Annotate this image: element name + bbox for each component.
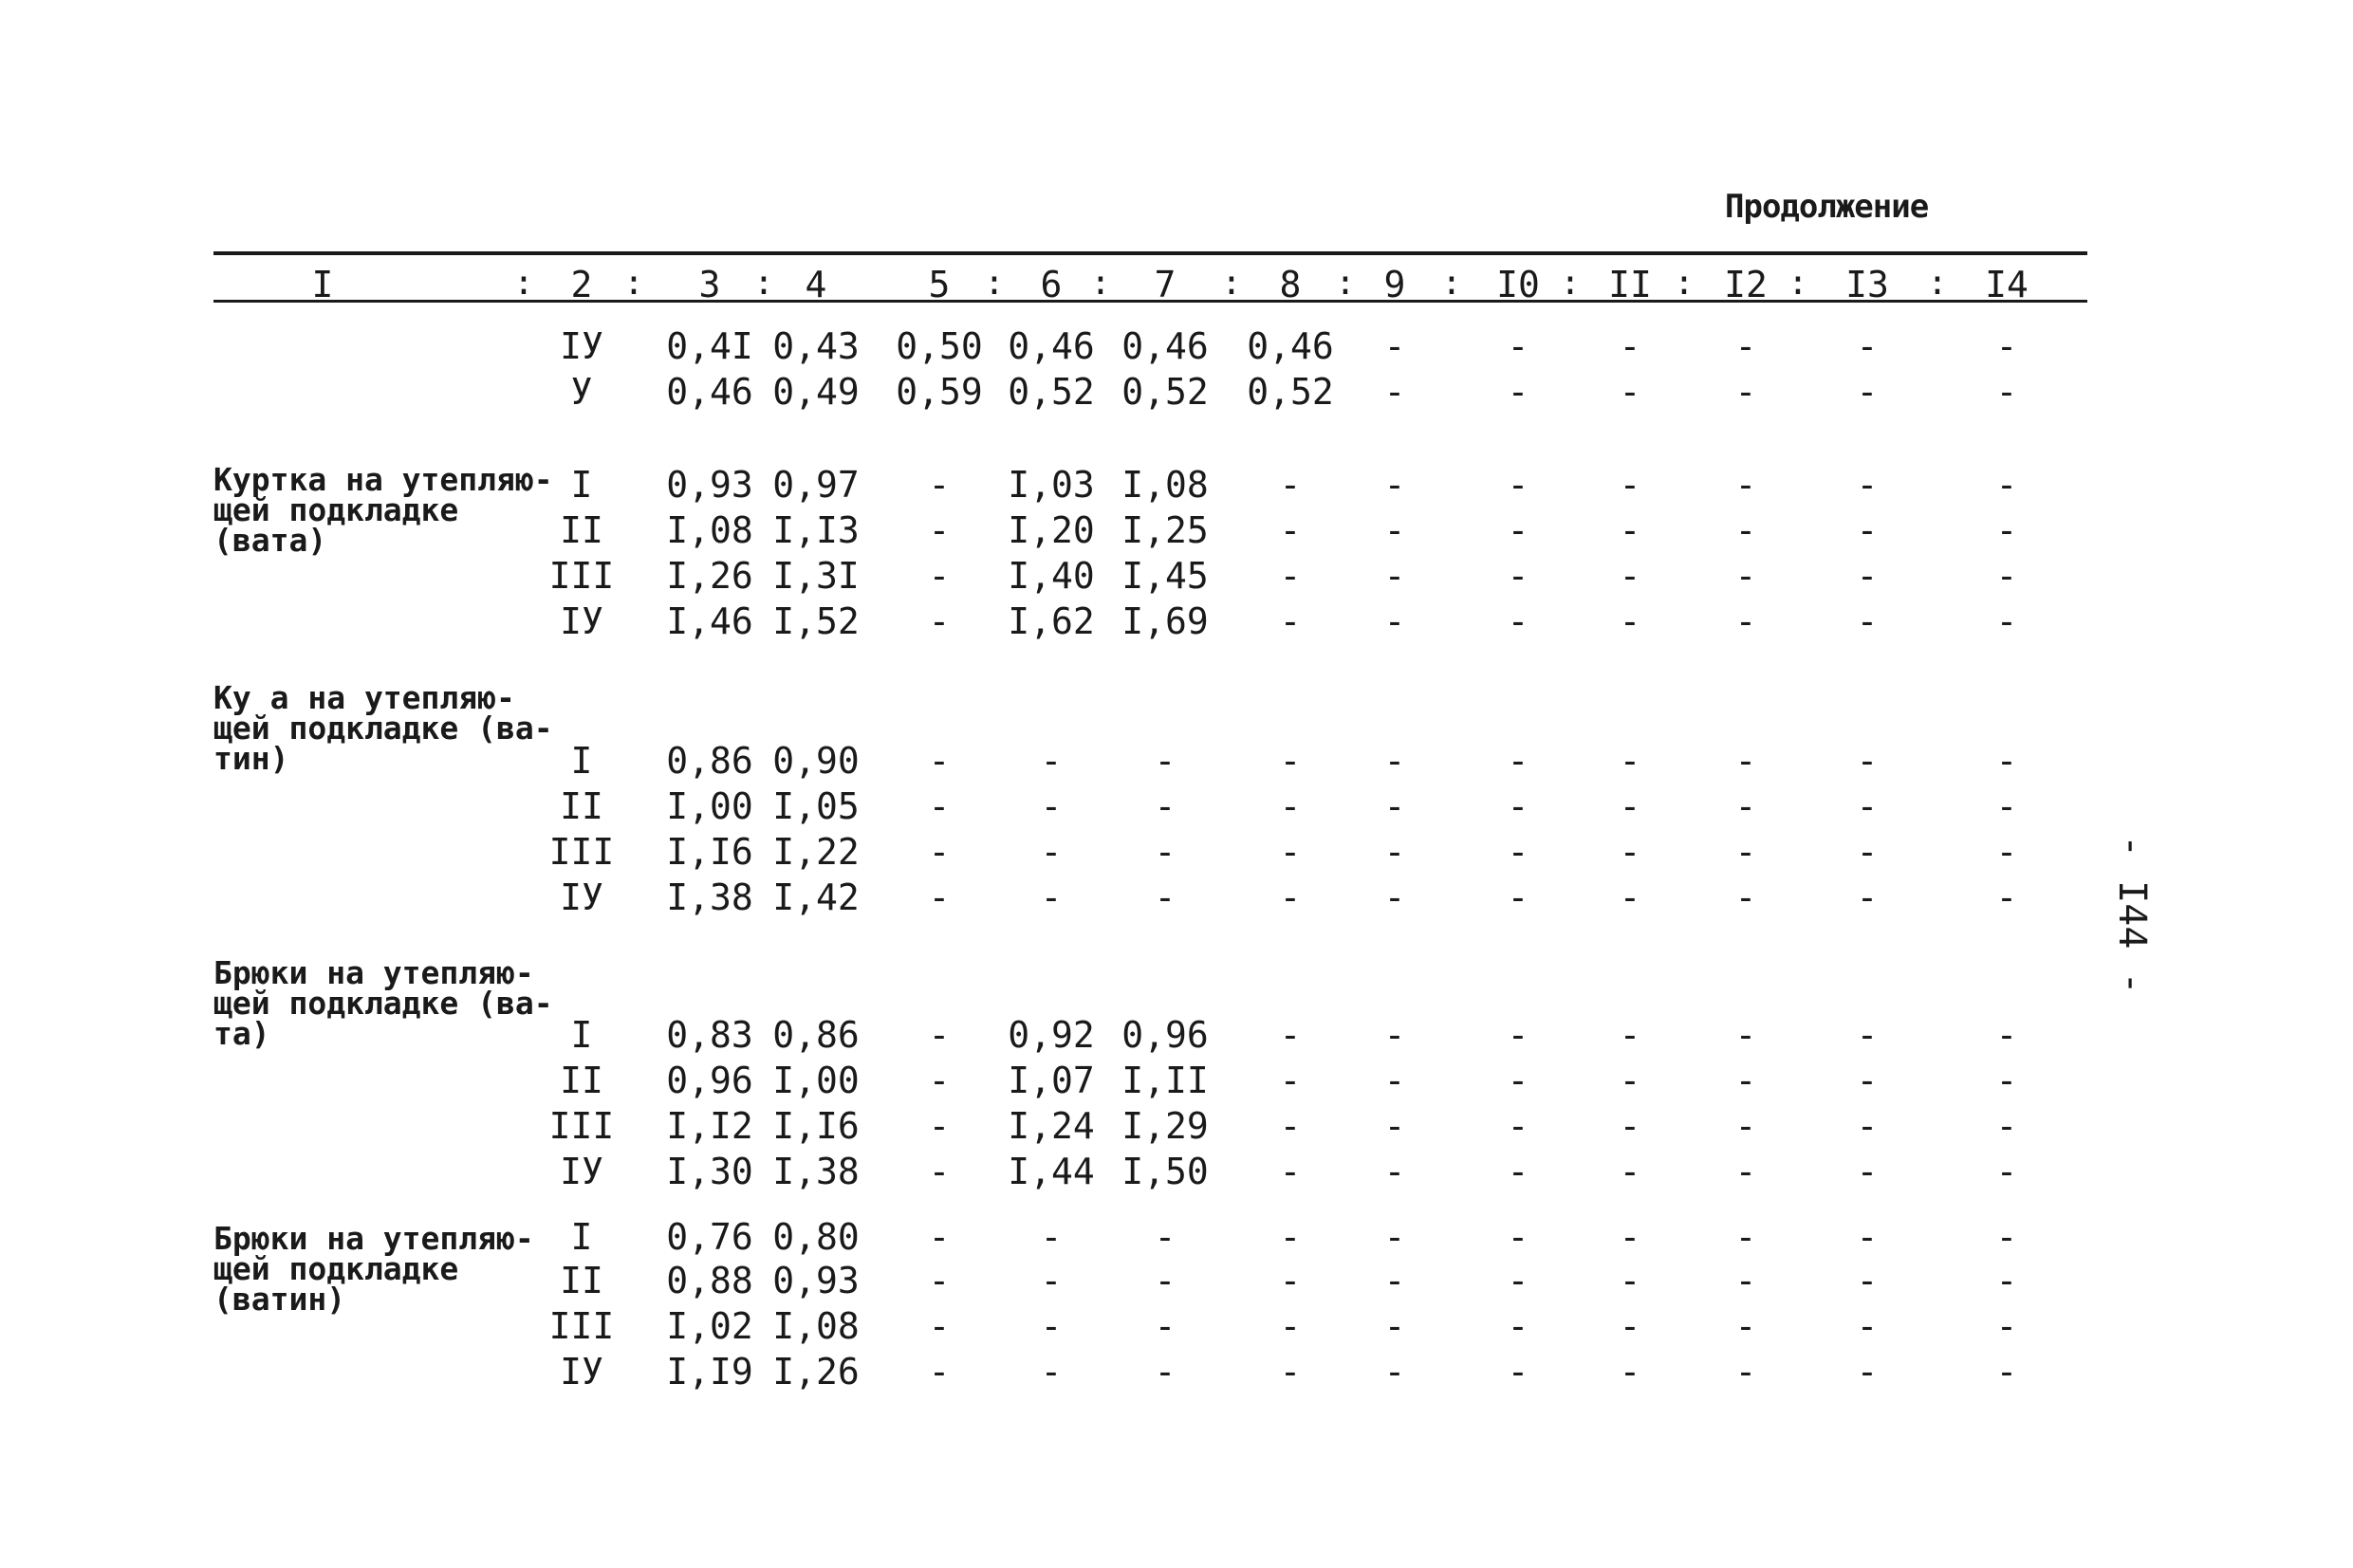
value-cell: -	[1507, 1351, 1529, 1393]
value-cell: I,40	[1008, 555, 1095, 597]
value-cell: -	[1040, 831, 1063, 873]
value-cell: -	[1507, 1060, 1529, 1101]
value-cell: -	[928, 876, 951, 918]
table-header-rule	[213, 300, 2087, 303]
grade-cell: I	[570, 1216, 593, 1258]
column-separator: :	[1441, 264, 1462, 303]
value-cell: 0,46	[1121, 325, 1209, 367]
value-cell: -	[1734, 1151, 1757, 1192]
grade-cell: II	[560, 785, 603, 827]
value-cell: I,II	[1121, 1060, 1209, 1101]
grade-cell: III	[548, 831, 615, 873]
value-cell: -	[1734, 876, 1757, 918]
value-cell: -	[1507, 371, 1529, 413]
value-cell: -	[1856, 1151, 1879, 1192]
grade-cell: IУ	[560, 1151, 603, 1192]
value-cell: -	[1856, 876, 1879, 918]
value-cell: -	[1507, 509, 1529, 551]
value-cell: -	[1995, 740, 2018, 782]
value-cell: 0,52	[1008, 371, 1095, 413]
value-cell: -	[1383, 1260, 1406, 1301]
value-cell: -	[1383, 831, 1406, 873]
value-cell: -	[1507, 1105, 1529, 1147]
grade-cell: IУ	[560, 325, 603, 367]
value-cell: -	[1507, 1151, 1529, 1192]
value-cell: -	[928, 831, 951, 873]
value-cell: I,05	[772, 785, 860, 827]
value-cell: 0,86	[772, 1014, 860, 1056]
grade-cell: IУ	[560, 1351, 603, 1393]
value-cell: -	[928, 509, 951, 551]
value-cell: -	[1507, 1014, 1529, 1056]
value-cell: -	[1040, 1216, 1063, 1258]
value-cell: -	[1734, 325, 1757, 367]
value-cell: I,26	[666, 555, 753, 597]
column-separator: :	[623, 264, 644, 303]
column-header-9: 9	[1383, 264, 1406, 305]
column-separator: :	[513, 264, 534, 303]
value-cell: -	[1619, 1351, 1641, 1393]
value-cell: -	[1619, 464, 1641, 506]
value-cell: 0,49	[772, 371, 860, 413]
value-cell: -	[1734, 1260, 1757, 1301]
value-cell: -	[1154, 1216, 1176, 1258]
value-cell: -	[1995, 1216, 2018, 1258]
value-cell: -	[1856, 1305, 1879, 1347]
value-cell: -	[1856, 1260, 1879, 1301]
value-cell: I,I2	[666, 1105, 753, 1147]
value-cell: -	[1619, 1305, 1641, 1347]
column-header-3: 3	[698, 264, 721, 305]
value-cell: I,02	[666, 1305, 753, 1347]
value-cell: -	[1619, 600, 1641, 642]
value-cell: -	[1619, 1014, 1641, 1056]
value-cell: -	[1856, 1014, 1879, 1056]
value-cell: I,52	[772, 600, 860, 642]
value-cell: -	[1279, 464, 1302, 506]
value-cell: -	[1279, 785, 1302, 827]
value-cell: -	[1383, 371, 1406, 413]
value-cell: -	[928, 1351, 951, 1393]
grade-cell: II	[560, 1060, 603, 1101]
value-cell: -	[1507, 555, 1529, 597]
value-cell: -	[1734, 1105, 1757, 1147]
value-cell: -	[1383, 785, 1406, 827]
value-cell: -	[1619, 740, 1641, 782]
value-cell: -	[1279, 1260, 1302, 1301]
value-cell: -	[1383, 1216, 1406, 1258]
value-cell: -	[1734, 464, 1757, 506]
value-cell: -	[1856, 325, 1879, 367]
value-cell: -	[1856, 785, 1879, 827]
grade-cell: III	[548, 1105, 615, 1147]
column-separator: :	[1335, 264, 1356, 303]
value-cell: -	[1383, 740, 1406, 782]
item-label: Брюки на утепляю- щей подкладке (ва- та)	[213, 954, 553, 1052]
value-cell: -	[1279, 1305, 1302, 1347]
value-cell: -	[1279, 1105, 1302, 1147]
grade-cell: III	[548, 1305, 615, 1347]
value-cell: -	[1619, 1216, 1641, 1258]
table-top-rule	[213, 251, 2087, 255]
value-cell: 0,76	[666, 1216, 753, 1258]
value-cell: I,22	[772, 831, 860, 873]
grade-cell: III	[548, 555, 615, 597]
grade-cell: I	[570, 1014, 593, 1056]
value-cell: -	[1383, 464, 1406, 506]
value-cell: -	[1507, 600, 1529, 642]
value-cell: -	[1856, 464, 1879, 506]
column-header-2: 2	[570, 264, 593, 305]
value-cell: I,44	[1008, 1151, 1095, 1192]
value-cell: -	[928, 1151, 951, 1192]
value-cell: 0,93	[666, 464, 753, 506]
grade-cell: I	[570, 464, 593, 506]
value-cell: I,3I	[772, 555, 860, 597]
value-cell: 0,80	[772, 1216, 860, 1258]
continuation-title: Продолжение	[1725, 188, 1929, 226]
value-cell: I,62	[1008, 600, 1095, 642]
value-cell: -	[1279, 1014, 1302, 1056]
value-cell: I,42	[772, 876, 860, 918]
value-cell: -	[1995, 509, 2018, 551]
value-cell: -	[1619, 509, 1641, 551]
column-separator: :	[753, 264, 774, 303]
value-cell: -	[928, 740, 951, 782]
value-cell: -	[1995, 464, 2018, 506]
value-cell: I,50	[1121, 1151, 1209, 1192]
value-cell: -	[928, 785, 951, 827]
value-cell: -	[1154, 740, 1176, 782]
value-cell: -	[1734, 831, 1757, 873]
value-cell: -	[1154, 785, 1176, 827]
value-cell: 0,97	[772, 464, 860, 506]
value-cell: I,69	[1121, 600, 1209, 642]
value-cell: 0,43	[772, 325, 860, 367]
column-header-14: I4	[1985, 264, 2029, 305]
value-cell: -	[1279, 1216, 1302, 1258]
value-cell: -	[1856, 555, 1879, 597]
value-cell: -	[928, 1305, 951, 1347]
column-header-11: II	[1608, 264, 1652, 305]
value-cell: -	[1856, 1105, 1879, 1147]
value-cell: 0,83	[666, 1014, 753, 1056]
value-cell: -	[1154, 1260, 1176, 1301]
value-cell: -	[928, 1014, 951, 1056]
value-cell: -	[1734, 1351, 1757, 1393]
column-header-8: 8	[1279, 264, 1302, 305]
grade-cell: I	[570, 740, 593, 782]
value-cell: -	[1507, 1216, 1529, 1258]
value-cell: -	[1619, 831, 1641, 873]
value-cell: -	[1154, 1351, 1176, 1393]
value-cell: -	[1734, 600, 1757, 642]
value-cell: -	[1040, 1260, 1063, 1301]
value-cell: 0,96	[1121, 1014, 1209, 1056]
value-cell: -	[1279, 740, 1302, 782]
value-cell: -	[1995, 1014, 2018, 1056]
value-cell: -	[1507, 464, 1529, 506]
value-cell: -	[1619, 785, 1641, 827]
value-cell: I,03	[1008, 464, 1095, 506]
value-cell: -	[1279, 509, 1302, 551]
value-cell: -	[1856, 371, 1879, 413]
value-cell: 0,90	[772, 740, 860, 782]
value-cell: I,30	[666, 1151, 753, 1192]
value-cell: -	[1383, 1060, 1406, 1101]
item-label: Брюки на утепляю- щей подкладке (ватин)	[213, 1220, 534, 1318]
value-cell: -	[1856, 1216, 1879, 1258]
column-separator: :	[1788, 264, 1808, 303]
column-separator: :	[1927, 264, 1948, 303]
value-cell: -	[1619, 1060, 1641, 1101]
value-cell: -	[1995, 555, 2018, 597]
column-header-7: 7	[1154, 264, 1176, 305]
value-cell: -	[1995, 600, 2018, 642]
value-cell: -	[928, 600, 951, 642]
value-cell: 0,52	[1121, 371, 1209, 413]
value-cell: I,25	[1121, 509, 1209, 551]
value-cell: I,38	[666, 876, 753, 918]
value-cell: -	[1995, 1060, 2018, 1101]
value-cell: -	[928, 1260, 951, 1301]
value-cell: I,38	[772, 1151, 860, 1192]
value-cell: 0,93	[772, 1260, 860, 1301]
value-cell: -	[1856, 740, 1879, 782]
value-cell: -	[1154, 876, 1176, 918]
value-cell: -	[1279, 876, 1302, 918]
value-cell: -	[1856, 509, 1879, 551]
value-cell: -	[1856, 831, 1879, 873]
column-header-6: 6	[1040, 264, 1063, 305]
value-cell: -	[1734, 785, 1757, 827]
grade-cell: IУ	[560, 600, 603, 642]
value-cell: 0,4I	[666, 325, 753, 367]
value-cell: -	[1995, 1305, 2018, 1347]
value-cell: -	[1040, 1351, 1063, 1393]
grade-cell: IУ	[560, 876, 603, 918]
value-cell: -	[1734, 1216, 1757, 1258]
value-cell: -	[1734, 1014, 1757, 1056]
column-header-5: 5	[928, 264, 951, 305]
value-cell: 0,88	[666, 1260, 753, 1301]
column-header-12: I2	[1724, 264, 1768, 305]
value-cell: 0,92	[1008, 1014, 1095, 1056]
value-cell: -	[1507, 876, 1529, 918]
value-cell: -	[1619, 555, 1641, 597]
grade-cell: II	[560, 1260, 603, 1301]
item-label: Ку а на утепляю- щей подкладке (ва- тин)	[213, 679, 553, 777]
value-cell: I,I6	[666, 831, 753, 873]
value-cell: 0,96	[666, 1060, 753, 1101]
value-cell: -	[1383, 876, 1406, 918]
value-cell: I,I6	[772, 1105, 860, 1147]
value-cell: I,46	[666, 600, 753, 642]
column-separator: :	[1090, 264, 1111, 303]
value-cell: -	[1995, 1351, 2018, 1393]
value-cell: -	[1279, 555, 1302, 597]
value-cell: -	[1507, 831, 1529, 873]
value-cell: -	[1619, 1151, 1641, 1192]
value-cell: -	[1734, 1305, 1757, 1347]
value-cell: 0,50	[896, 325, 983, 367]
value-cell: -	[1734, 740, 1757, 782]
value-cell: I,08	[1121, 464, 1209, 506]
value-cell: -	[1507, 325, 1529, 367]
value-cell: -	[1154, 831, 1176, 873]
value-cell: I,24	[1008, 1105, 1095, 1147]
column-separator: :	[1560, 264, 1581, 303]
value-cell: 0,86	[666, 740, 753, 782]
value-cell: -	[1279, 1351, 1302, 1393]
column-header-1: I	[311, 264, 334, 305]
value-cell: -	[1040, 876, 1063, 918]
value-cell: I,08	[772, 1305, 860, 1347]
column-separator: :	[1221, 264, 1242, 303]
value-cell: 0,46	[1008, 325, 1095, 367]
item-label: Куртка на утепляю- щей подкладке (вата)	[213, 461, 553, 559]
column-separator: :	[1674, 264, 1695, 303]
value-cell: -	[1279, 1060, 1302, 1101]
value-cell: -	[1279, 600, 1302, 642]
value-cell: -	[1856, 1351, 1879, 1393]
value-cell: -	[1995, 831, 2018, 873]
value-cell: -	[928, 1216, 951, 1258]
value-cell: -	[1383, 1105, 1406, 1147]
column-header-4: 4	[805, 264, 827, 305]
value-cell: -	[1040, 740, 1063, 782]
value-cell: -	[1154, 1305, 1176, 1347]
value-cell: -	[928, 555, 951, 597]
value-cell: -	[1507, 1305, 1529, 1347]
value-cell: I,00	[666, 785, 753, 827]
value-cell: -	[1619, 876, 1641, 918]
value-cell: -	[1995, 1105, 2018, 1147]
value-cell: -	[1383, 600, 1406, 642]
value-cell: 0,46	[1247, 325, 1334, 367]
value-cell: -	[1995, 785, 2018, 827]
value-cell: I,08	[666, 509, 753, 551]
value-cell: I,26	[772, 1351, 860, 1393]
column-header-13: I3	[1845, 264, 1889, 305]
value-cell: -	[928, 1105, 951, 1147]
value-cell: -	[1995, 1260, 2018, 1301]
value-cell: -	[928, 464, 951, 506]
value-cell: I,07	[1008, 1060, 1095, 1101]
value-cell: -	[1383, 1014, 1406, 1056]
value-cell: -	[1734, 371, 1757, 413]
value-cell: -	[1279, 831, 1302, 873]
value-cell: 0,59	[896, 371, 983, 413]
value-cell: -	[1995, 1151, 2018, 1192]
value-cell: -	[1619, 325, 1641, 367]
value-cell: -	[928, 1060, 951, 1101]
value-cell: I,00	[772, 1060, 860, 1101]
value-cell: -	[1734, 555, 1757, 597]
value-cell: -	[1995, 876, 2018, 918]
value-cell: -	[1279, 1151, 1302, 1192]
value-cell: 0,46	[666, 371, 753, 413]
value-cell: I,29	[1121, 1105, 1209, 1147]
value-cell: -	[1383, 1151, 1406, 1192]
value-cell: I,I3	[772, 509, 860, 551]
value-cell: -	[1856, 1060, 1879, 1101]
value-cell: -	[1383, 1351, 1406, 1393]
value-cell: -	[1995, 371, 2018, 413]
value-cell: -	[1619, 371, 1641, 413]
value-cell: -	[1995, 325, 2018, 367]
value-cell: I,45	[1121, 555, 1209, 597]
value-cell: -	[1040, 1305, 1063, 1347]
value-cell: I,I9	[666, 1351, 753, 1393]
value-cell: -	[1619, 1260, 1641, 1301]
page-number: - I44 -	[2110, 835, 2154, 995]
value-cell: -	[1040, 785, 1063, 827]
column-separator: :	[984, 264, 1005, 303]
value-cell: 0,52	[1247, 371, 1334, 413]
value-cell: -	[1856, 600, 1879, 642]
value-cell: -	[1383, 509, 1406, 551]
value-cell: -	[1619, 1105, 1641, 1147]
value-cell: -	[1507, 740, 1529, 782]
value-cell: -	[1383, 325, 1406, 367]
column-header-10: I0	[1496, 264, 1540, 305]
grade-cell: У	[570, 371, 593, 413]
value-cell: -	[1383, 555, 1406, 597]
value-cell: -	[1507, 785, 1529, 827]
value-cell: -	[1734, 509, 1757, 551]
value-cell: I,20	[1008, 509, 1095, 551]
value-cell: -	[1507, 1260, 1529, 1301]
value-cell: -	[1734, 1060, 1757, 1101]
grade-cell: II	[560, 509, 603, 551]
value-cell: -	[1383, 1305, 1406, 1347]
